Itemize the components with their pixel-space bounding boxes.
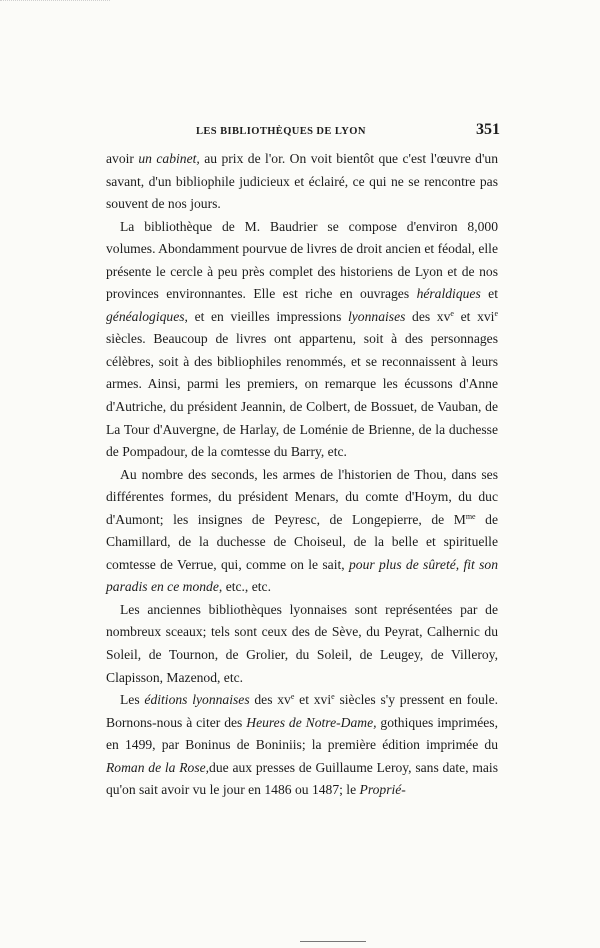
italic-run: Heures de Notre-Dame,	[246, 714, 377, 730]
superscript: me	[465, 511, 476, 521]
superscript: e	[450, 308, 454, 318]
italic-run: Roman de la Rose,	[106, 759, 210, 775]
text-run: siècles. Beaucoup de livres ont appartenu, soit à des personnages célèbres, soit à des bibliophiles renommés, et se reconnaissent à leurs armes. Ainsi, parmi les premiers, on remarque les écussons d'Anne d'Autriche, du président Jeannin, de Colbert, de Bossuet, de Vauban, de La Tour d'Auvergne, de Harlay, de Loménie de Brienne, de la duchesse de Pompadour, de la comtesse du Barry, etc.	[106, 331, 498, 460]
text-run: Les anciennes bibliothèques lyonnaises sont représentées par de nombreux sceaux; tels sont ceux des de Sève, du Peyrat, Calhernic du Soleil, de Tournon, de Grolier, du Soleil, de Leugey, de Villeroy, Clapisson, Mazenod, etc.	[106, 601, 498, 685]
scan-speckle	[0, 0, 110, 11]
running-title: LES BIBLIOTHÈQUES DE LYON	[196, 126, 366, 137]
text-run: due aux presses de Guillaume Leroy, sans date, mais qu'on sait avoir vu le jour en 1486 ou 1487; le	[106, 759, 499, 798]
text-run: Les	[120, 692, 145, 708]
italic-run: éditions lyonnaises	[144, 692, 250, 708]
text-run: et	[480, 286, 498, 302]
page-header	[106, 122, 498, 142]
text-run: de Chamillard, de la duchesse de Choiseul, de la belle et spirituelle comtesse de Verrue, qui, comme on le sait,	[106, 511, 499, 572]
text-run: et xvi	[294, 692, 332, 708]
italic-run: lyonnaises	[348, 308, 406, 324]
paragraph-3	[106, 464, 498, 599]
italic-run: généalogiques	[106, 308, 185, 324]
text-run: gothiques imprimées, en 1499, par Boninus de Boniniis; la première édition imprimée du	[106, 714, 498, 753]
text-run: La bibliothèque de M. Baudrier se compose d'environ 8,000 volumes. Abondamment pourvue de livres de droit ancien et féodal, elle présente le cercle à peu près complet des historiens de Lyon et de nos provinces environnantes. Elle est riche en ouvrages	[106, 218, 498, 302]
text-run: siècles s'y pressent en foule. Bornons-nous à citer des	[106, 692, 499, 730]
text-run: et xvi	[453, 308, 495, 324]
page-number: 351	[476, 121, 500, 138]
text-run: des xv	[249, 692, 291, 708]
italic-run: pour plus de sûreté, fit son paradis en ce monde	[106, 556, 499, 595]
italic-run: Proprié-	[359, 782, 406, 798]
text-run: des xv	[405, 308, 451, 324]
paragraph-1	[106, 148, 498, 216]
superscript: e	[494, 308, 498, 318]
footer-rule	[300, 941, 366, 942]
superscript: e	[331, 692, 335, 702]
italic-run: héraldiques	[416, 286, 481, 302]
paragraph-2	[106, 216, 498, 464]
paragraph-4	[106, 599, 498, 689]
text-run: , et en vieilles impressions	[184, 308, 348, 324]
text-run: au prix de l'or. On voit bientôt que c'est l'œuvre d'un savant, d'un bibliophile judicieux et éclairé, ce qui ne se rencontre pas souvent de nos jours.	[106, 151, 498, 212]
text-run: Au nombre des seconds, les armes de l'historien de Thou, dans ses différentes formes, du président Menars, du comte d'Hoym, du duc d'Aumont; les insignes de Peyresc, de Longepierre, de M	[106, 466, 498, 527]
italic-run: un cabinet,	[138, 151, 200, 166]
paragraph-5	[106, 689, 498, 802]
text-run: avoir	[106, 151, 139, 166]
text-run: , etc., etc.	[218, 579, 271, 595]
body-text	[106, 148, 498, 802]
superscript: e	[290, 692, 295, 702]
